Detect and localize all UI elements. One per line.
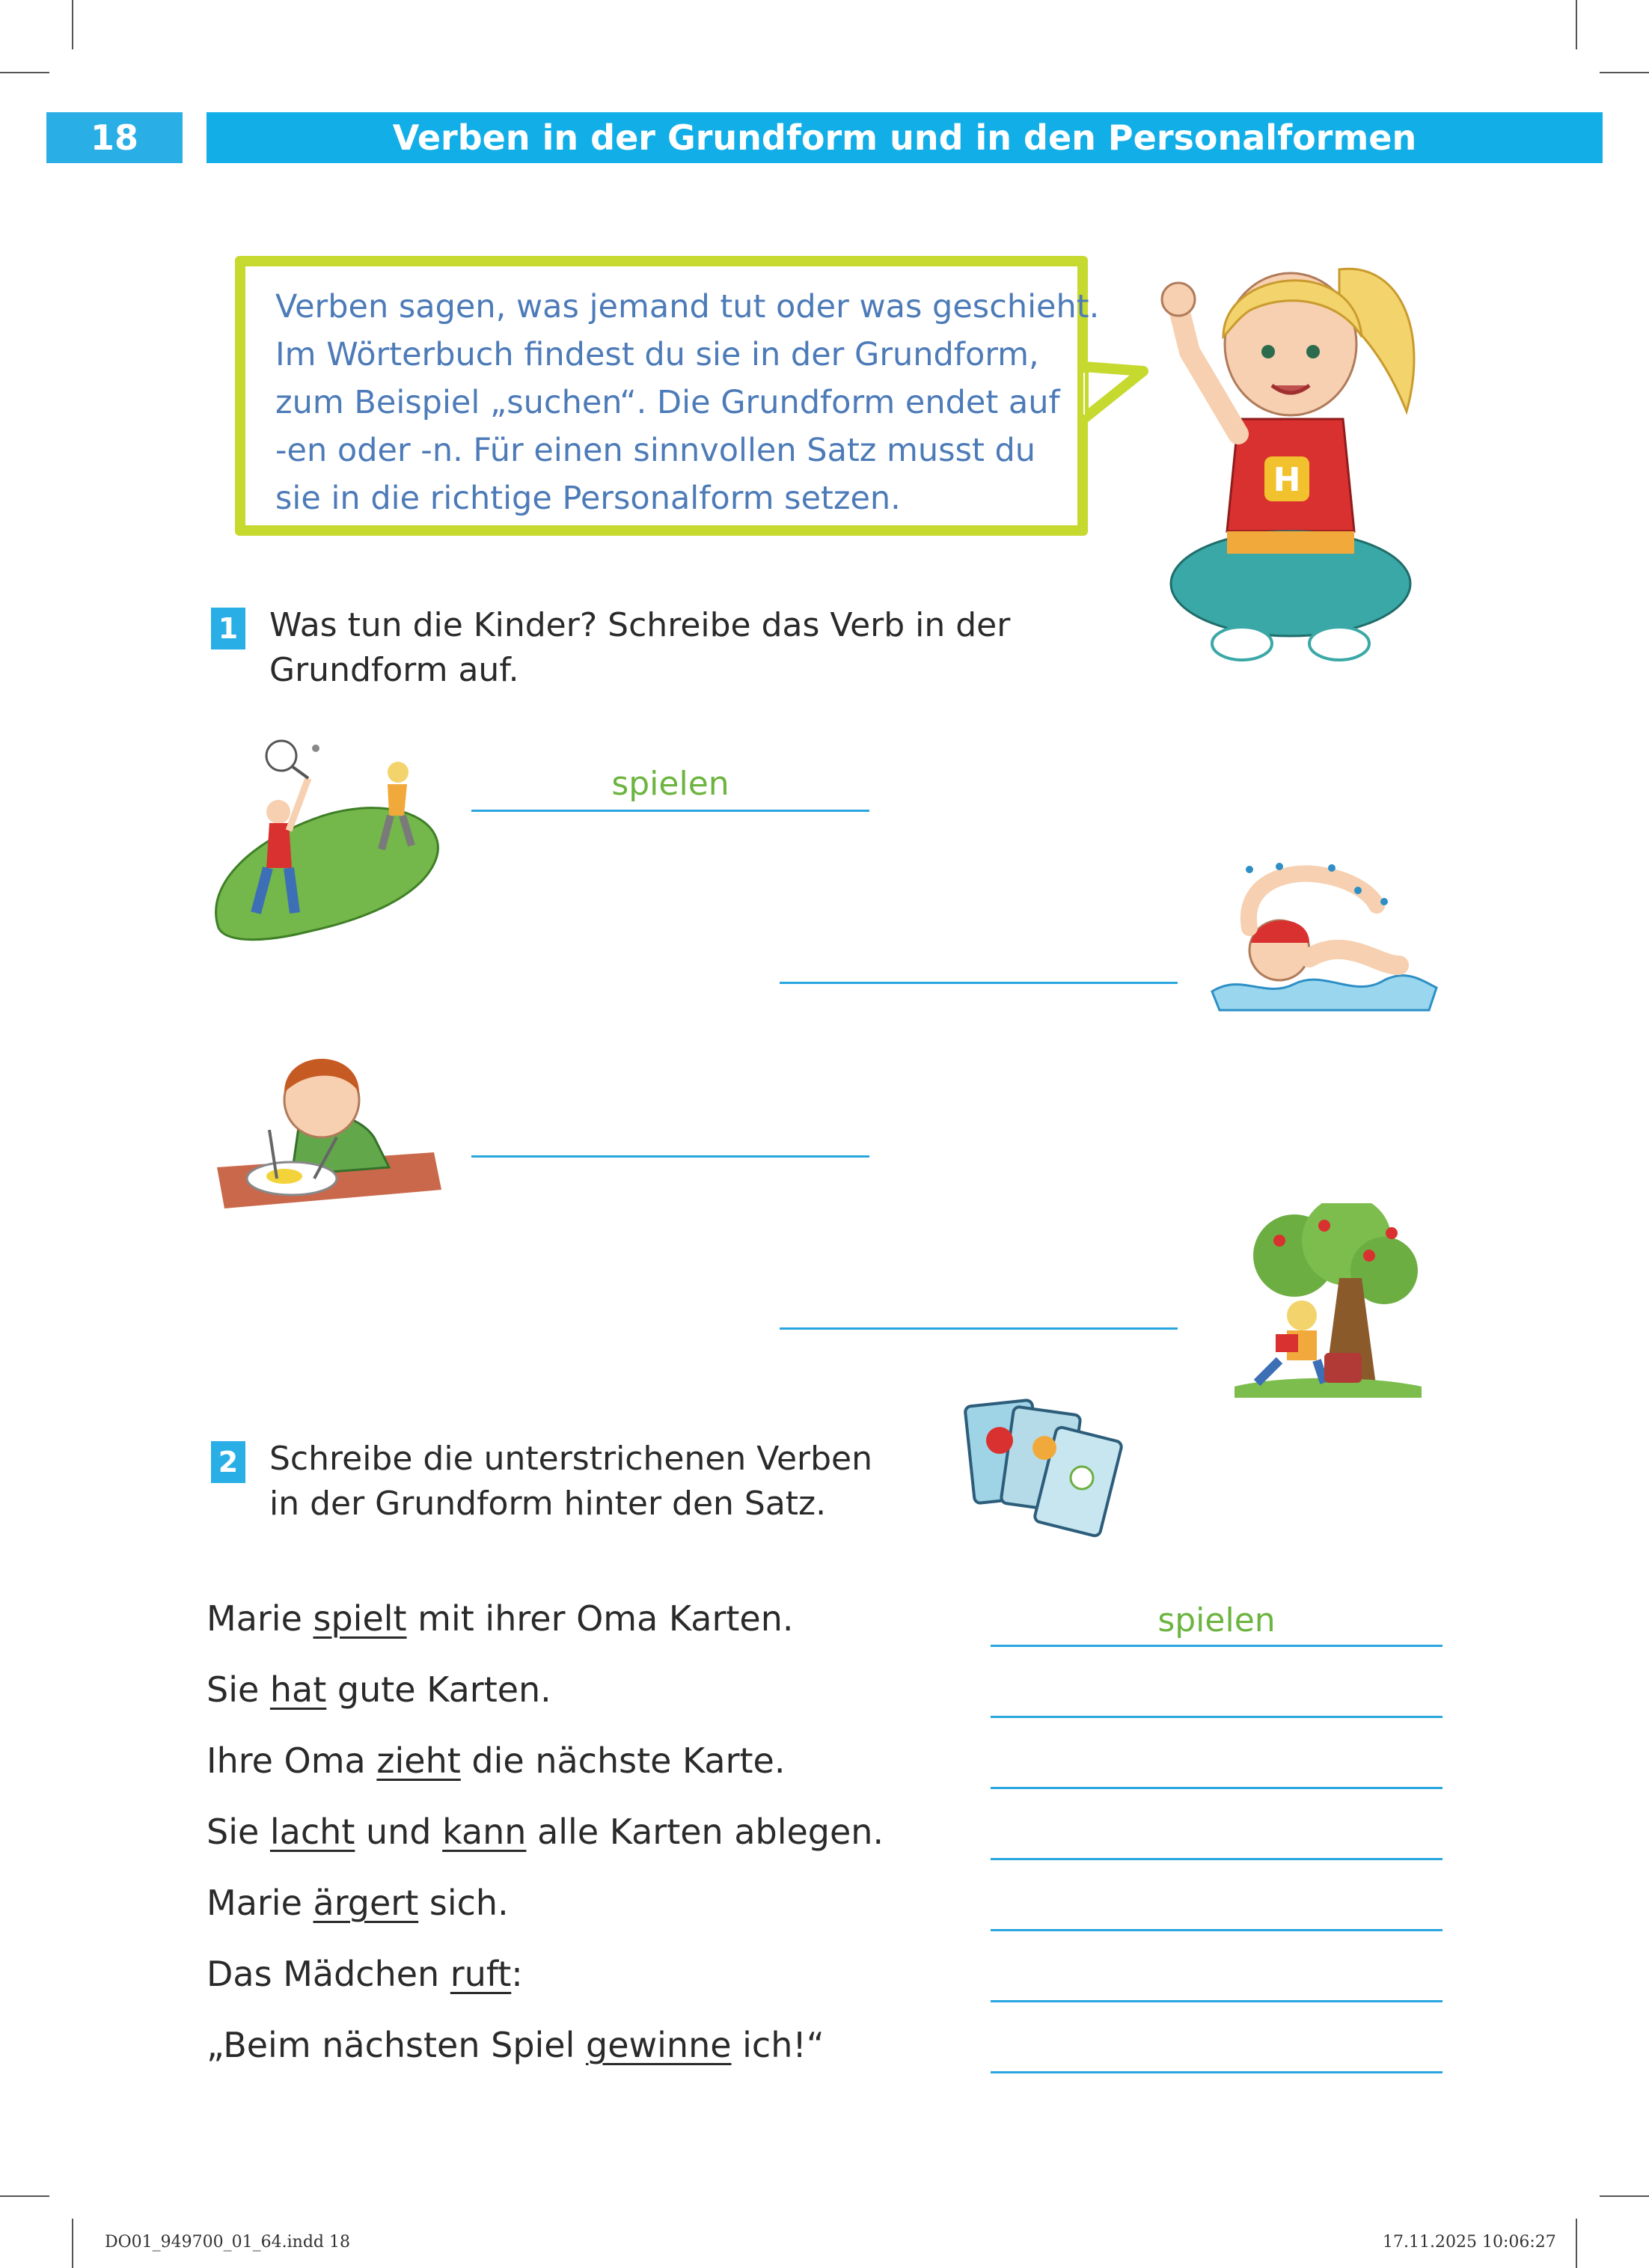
crop-mark <box>72 2219 73 2268</box>
answer-line[interactable] <box>780 982 1178 984</box>
sentence-text: Marie <box>206 1598 313 1639</box>
answer-line[interactable] <box>991 1787 1443 1789</box>
crop-mark <box>1600 72 1649 73</box>
eating-boy-illustration <box>209 1040 449 1220</box>
underlined-verb: spielt <box>313 1598 407 1639</box>
page-title: Verben in der Grundform und in den Personalformen <box>206 112 1603 163</box>
answer-line[interactable] <box>991 1858 1443 1860</box>
sentence-text: Ihre Oma <box>206 1740 377 1781</box>
print-file-info: DO01_949700_01_64.indd 18 <box>105 2233 350 2252</box>
underlined-verb: hat <box>269 1669 327 1710</box>
playing-cards-illustration <box>962 1388 1134 1553</box>
sentence-text: : <box>511 1954 523 1994</box>
underlined-verb: kann <box>442 1812 527 1852</box>
task-instruction <box>269 1437 943 1526</box>
sentence-text: sich. <box>418 1883 509 1923</box>
answer-line[interactable] <box>780 1327 1178 1330</box>
sentence-text: ich!“ <box>731 2025 824 2065</box>
underlined-verb: lacht <box>269 1812 355 1852</box>
sentence-2 <box>206 1669 551 1710</box>
crop-mark <box>72 0 73 49</box>
answer-line[interactable] <box>991 2000 1443 2002</box>
print-timestamp: 17.11.2025 10:06:27 <box>1383 2233 1556 2252</box>
sentence-5 <box>206 1883 509 1923</box>
underlined-verb: gewinne <box>586 2025 732 2065</box>
crop-mark <box>1600 2195 1649 2197</box>
crop-mark <box>1576 2219 1577 2268</box>
answer-line[interactable] <box>471 810 869 812</box>
sentence-text: „Beim nächsten Spiel <box>206 2025 587 2065</box>
info-line: Verben sagen, was jemand tut oder was geschieht. <box>275 288 1100 325</box>
info-line: Im Wörterbuch findest du sie in der Grundform, <box>275 336 1039 373</box>
sentence-1 <box>206 1598 794 1639</box>
underlined-verb: zieht <box>376 1740 461 1781</box>
answer-example: spielen <box>1157 1601 1276 1639</box>
task-instruction-line: Grundform auf. <box>269 651 519 689</box>
info-text <box>275 283 1113 522</box>
answer-line[interactable] <box>991 1645 1443 1647</box>
page-number: 18 <box>46 112 183 163</box>
crop-mark <box>0 72 49 73</box>
info-line: sie in die richtige Personalform setzen. <box>275 480 901 517</box>
sentence-7 <box>206 2025 824 2065</box>
sentence-text: die nächste Karte. <box>460 1740 786 1781</box>
sentence-6 <box>206 1954 523 1994</box>
sentence-3 <box>206 1740 785 1781</box>
answer-line[interactable] <box>991 1929 1443 1931</box>
info-line: -en oder -n. Für einen sinnvollen Satz musst du <box>275 432 1036 469</box>
task-instruction-line: Schreibe die unterstrichenen Verben <box>269 1440 873 1478</box>
underlined-verb: ärgert <box>313 1883 419 1923</box>
sentence-text: und <box>355 1812 443 1852</box>
answer-example: spielen <box>611 765 729 803</box>
task-instruction <box>269 603 1167 693</box>
info-line: zum Beispiel „suchen“. Die Grundform endet auf <box>275 384 1060 421</box>
sentence-4 <box>206 1812 884 1852</box>
mascot-girl-illustration <box>1152 239 1429 673</box>
reading-girl-under-tree-illustration <box>1235 1203 1422 1398</box>
underlined-verb: ruft <box>450 1954 512 1994</box>
sentence-text: Marie <box>206 1883 313 1923</box>
sentence-text: mit ihrer Oma Karten. <box>406 1598 794 1639</box>
answer-line[interactable] <box>991 2071 1443 2073</box>
task-instruction-line: Was tun die Kinder? Schreibe das Verb in der <box>269 606 1011 644</box>
task-number: 1 <box>211 608 245 649</box>
crop-mark <box>0 2195 49 2197</box>
svg-text:H: H <box>1273 461 1301 499</box>
swimming-child-illustration <box>1197 861 1444 1018</box>
answer-line[interactable] <box>991 1716 1443 1718</box>
sentence-text: Das Mädchen <box>206 1954 450 1994</box>
crop-mark <box>1576 0 1577 49</box>
sentence-text: Sie <box>206 1812 270 1852</box>
sentence-text: Sie <box>206 1669 270 1710</box>
sentence-text: gute Karten. <box>326 1669 551 1710</box>
task-instruction-line: in der Grundform hinter den Satz. <box>269 1485 827 1523</box>
task-number: 2 <box>211 1441 245 1483</box>
answer-line[interactable] <box>471 1155 869 1158</box>
sentence-text: alle Karten ablegen. <box>526 1812 884 1852</box>
badminton-players-illustration <box>211 726 458 943</box>
